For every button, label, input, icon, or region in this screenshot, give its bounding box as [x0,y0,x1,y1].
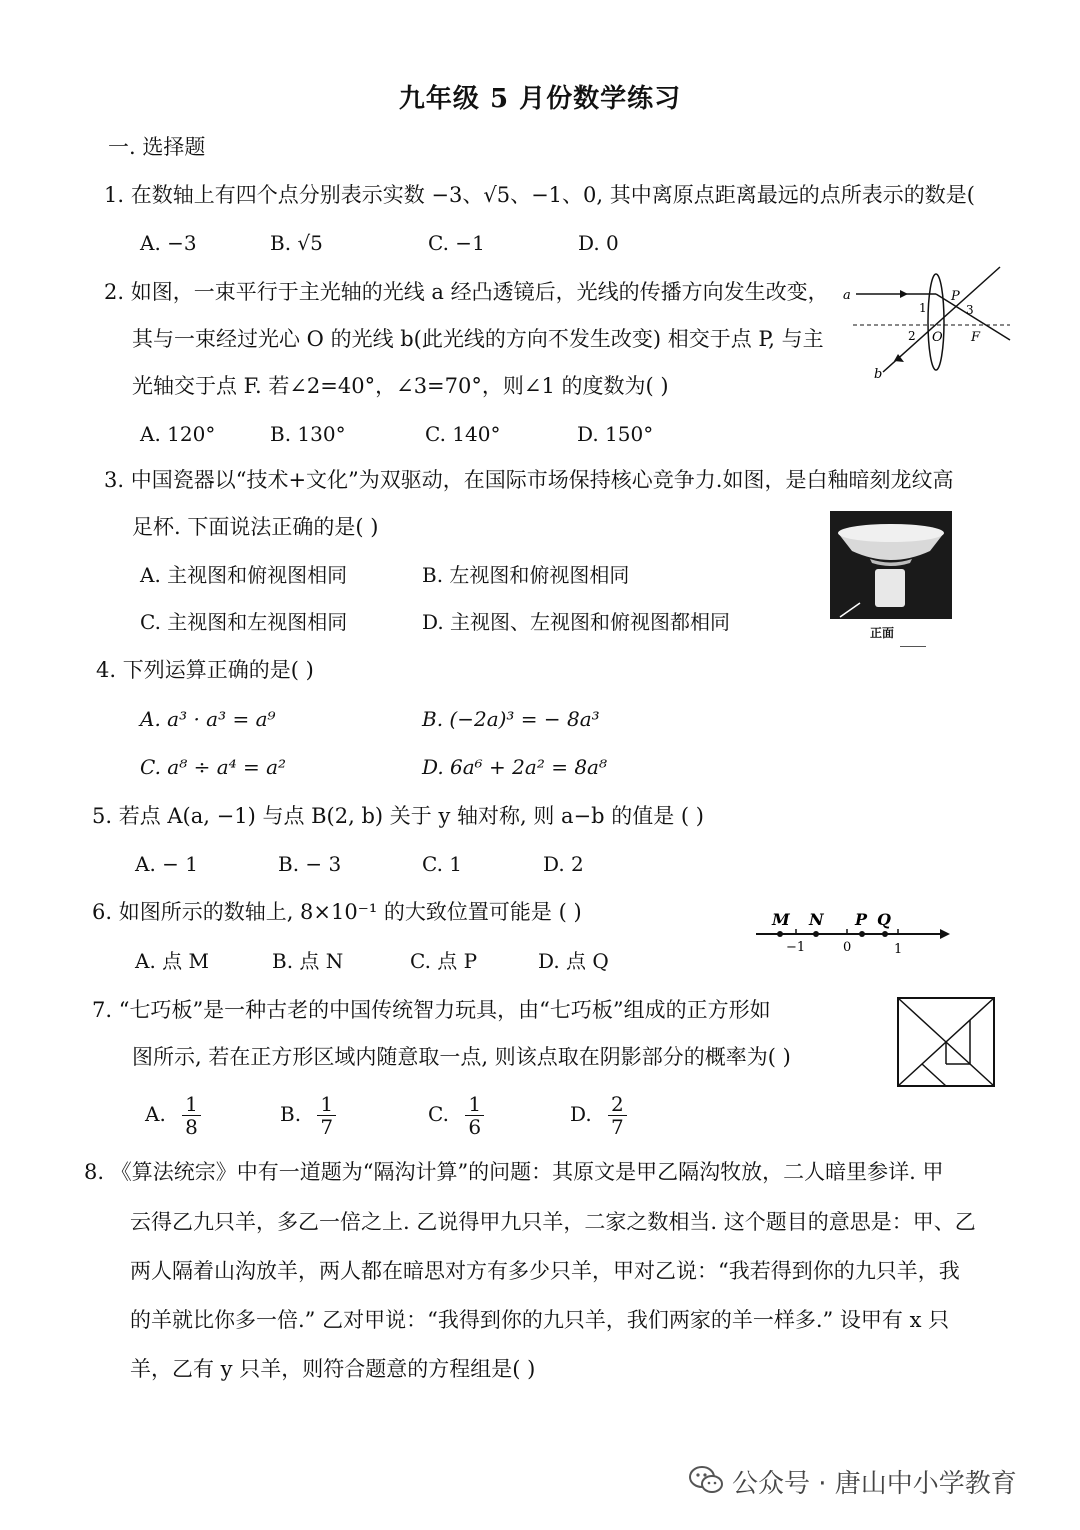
q7-option-d: D. $\frac{2}{7}$ [570,1093,627,1138]
q5-option-a: A. − 1 [135,852,198,876]
q5-option-d: D. 2 [543,852,584,876]
q2-option-a: A. 120° [140,422,216,446]
q2-option-b: B. 130° [270,422,346,446]
q4-stem: 4. 下列运算正确的是( ) [96,658,314,682]
q6-option-a: A. 点 M [135,949,209,973]
q8-stem-line1: 8. 《算法统宗》中有一道题为“隔沟计算”的问题：其原文是甲乙隔沟牧放，二人暗里参详. 甲 [84,1160,944,1184]
q8-stem-line3: 两人隔着山沟放羊，两人都在暗思对方有多少只羊，甲对乙说：“我若得到你的九只羊，我 [130,1259,960,1283]
q8-stem-line5: 羊，乙有 y 只羊，则符合题意的方程组是( ) [130,1357,536,1381]
q7-option-b: B. $\frac{1}{7}$ [280,1093,336,1138]
q1-option-c: C. −1 [428,231,485,255]
point-o-label: O [932,330,943,345]
q5-option-b: B. − 3 [278,852,342,876]
q3-stem-line2: 足杯. 下面说法正确的是( ) [132,515,379,539]
point-p-label: P [951,289,960,304]
q6-option-b: B. 点 N [272,949,344,973]
q4-option-a: A. a³ · a³ = a⁹ [140,707,276,731]
angle-2-label: 2 [908,329,916,343]
q5-stem: 5. 若点 A(a, −1) 与点 B(2, b) 关于 y 轴对称, 则 a−b 的值是 ( ) [92,804,704,828]
q3-option-b: B. 左视图和俯视图相同 [422,563,630,587]
q6-stem: 6. 如图所示的数轴上, 8×10⁻¹ 的大致位置可能是 ( ) [92,900,582,924]
q6-option-d: D. 点 Q [538,949,609,973]
q2-stem-line3: 光轴交于点 F. 若∠2=40°，∠3=70°，则∠1 的度数为( ) [132,374,669,398]
q3-option-c: C. 主视图和左视图相同 [140,610,348,634]
q4-option-d: D. 6a⁶ + 2a² = 8a⁸ [422,755,607,779]
q2-stem-line1: 2. 如图，一束平行于主光轴的光线 a 经凸透镜后，光线的传播方向发生改变， [104,280,829,304]
point-f-label: F [971,330,981,345]
q3-option-a: A. 主视图和俯视图相同 [140,563,348,587]
q3-stem-line1: 3. 中国瓷器以“技术+文化”为双驱动，在国际市场保持核心竞争力.如图，是白釉暗刻龙纹高 [104,468,954,492]
lens-diagram [838,262,1018,382]
q1-option-a: A. −3 [140,231,197,255]
porcelain-cup-photo [830,511,952,619]
tick-neg1-label: −1 [786,940,806,955]
q7-stem-line1: 7. “七巧板”是一种古老的中国传统智力玩具，由“七巧板”组成的正方形如 [92,998,771,1022]
q7-option-c: C. $\frac{1}{6}$ [428,1093,484,1138]
q1-option-b: B. √5 [270,231,323,255]
q2-option-c: C. 140° [425,422,501,446]
number-line-diagram [752,905,952,957]
point-n-label: N [809,910,824,929]
q3-option-d: D. 主视图、左视图和俯视图都相同 [422,610,731,634]
watermark-text: 公众号 · 唐山中小学教育 [732,1469,1017,1499]
q8-stem-line4: 的羊就比你多一倍.” 乙对甲说：“我得到你的九只羊，我们两家的羊一样多.” 设甲有 x 只 [130,1308,950,1332]
q4-option-b: B. (−2a)³ = − 8a³ [422,707,600,731]
photo-front-label: 正面 [870,626,895,640]
point-m-label: M [772,910,790,929]
angle-3-label: 3 [966,303,974,317]
point-q-label: Q [877,910,891,929]
q2-option-d: D. 150° [577,422,654,446]
q1-option-d: D. 0 [578,231,619,255]
page-title: 九年级 5 月份数学练习 [398,84,682,114]
ray-a-label: a [843,288,851,303]
tick-0-label: 0 [843,940,852,955]
ray-b-label: b [874,367,883,382]
q7-stem-line2: 图所示, 若在正方形区域内随意取一点, 则该点取在阴影部分的概率为( ) [132,1045,791,1069]
tangram-diagram [896,996,996,1088]
q7-option-a: A. $\frac{1}{8}$ [145,1093,201,1138]
wechat-icon [688,1464,724,1496]
photo-caption-rule [900,646,926,647]
q5-option-c: C. 1 [422,852,463,876]
angle-1-label: 1 [919,301,927,315]
tick-1-label: 1 [894,942,903,957]
q6-option-c: C. 点 P [410,949,478,973]
q8-stem-line2: 云得乙九只羊，多乙一倍之上. 乙说得甲九只羊，二家之数相当. 这个题目的意思是：甲、乙 [130,1210,976,1234]
point-p-label: P [855,910,868,929]
section-heading: 一. 选择题 [108,135,206,159]
q2-stem-line2: 其与一束经过光心 O 的光线 b(此光线的方向不发生改变) 相交于点 P, 与主 [132,327,824,351]
q1-stem: 1. 在数轴上有四个点分别表示实数 −3、√5、−1、0, 其中离原点距离最远的点所表示的数是( [104,183,975,207]
q4-option-c: C. a⁸ ÷ a⁴ = a² [140,755,287,779]
